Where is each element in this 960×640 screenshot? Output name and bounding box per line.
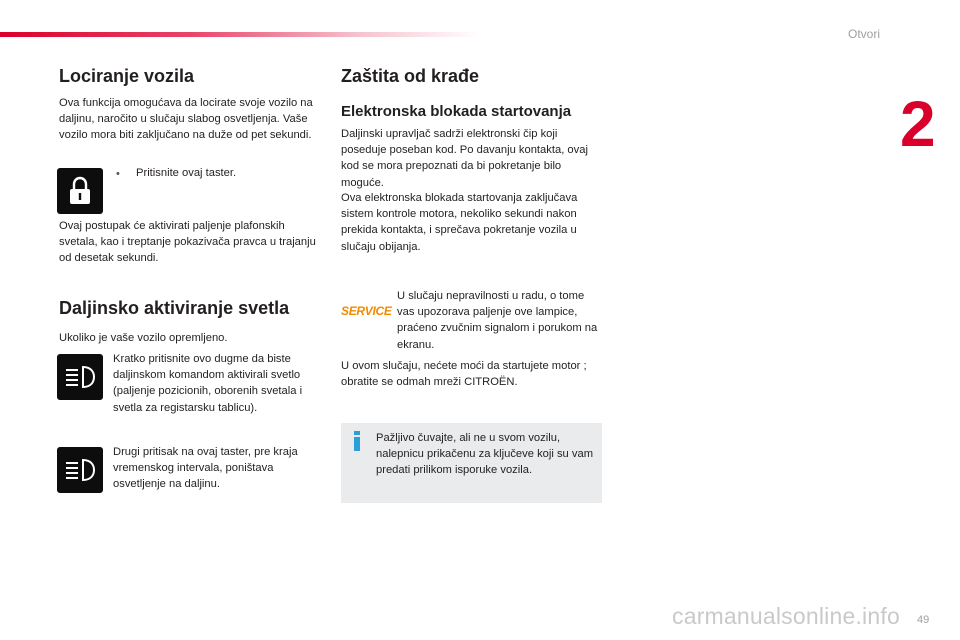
immobiliser-para-1: Daljinski upravljač sadrži elektronski čip koji poseduje poseban kod. Po davanju kontakta, ovaj kod se mora prepoznati da bi pokretanje bilo moguće.	[341, 128, 588, 189]
immobiliser-subtitle: Elektronska blokada startovanja	[341, 103, 572, 120]
locate-outro-text: Ovaj postupak će aktivirati paljenje plafonskih svetala, kao i treptanje pokazivača pravca u trajanju od desetak sekundi.	[59, 220, 316, 265]
service-warning-text: U slučaju nepravilnosti u radu, o tome vas upozorava paljenje ove lampice, praćeno zvučnim signalom i porukom na ekranu.	[397, 290, 598, 351]
press-button-text: Pritisnite ovaj taster.	[136, 167, 237, 179]
locate-intro-text: Ova funkcija omogućava da locirate svoje vozilo na daljinu, naročito u slučaju slabog osvetljenja. Vaše vozilo mora biti zaključano na duže od pet sekundi.	[59, 97, 313, 142]
remote-lighting-title: Daljinsko aktiviranje svetla	[59, 298, 290, 318]
watermark: carmanualsonline.info	[672, 603, 900, 629]
bullet-marker: •	[116, 168, 120, 180]
headlight-button-icon	[57, 354, 103, 400]
locate-vehicle-title: Lociranje vozila	[59, 66, 195, 86]
lock-button-icon	[57, 168, 103, 214]
info-icon	[350, 430, 364, 452]
info-box-text: Pažljivo čuvajte, ali ne u svom vozilu, nalepnicu prikačenu za ključeve koji su vam predati prilikom isporuke vozila.	[376, 432, 594, 477]
immobiliser-para-2: Ova elektronska blokada startovanja zaključava sistem kontrole motora, nekoliko sekundi nakon prekida kontakta, i sprečava pokretanje vozila u slučaju obijanja.	[341, 192, 578, 253]
immobiliser-para-3: U ovom slučaju, nećete moći da startujete motor ; obratite se odmah mreži CITROËN.	[341, 360, 587, 389]
header-accent-bar	[0, 32, 480, 37]
lighting-intro-text: Ukoliko je vaše vozilo opremljeno.	[59, 332, 228, 344]
service-warning-icon: SERVICE	[341, 304, 392, 318]
long-press-text: Drugi pritisak na ovaj taster, pre kraja vremenskog intervala, poništava osvetljenje na daljinu.	[113, 446, 298, 491]
section-label: Otvori	[848, 27, 881, 41]
chapter-number: 2	[900, 88, 936, 160]
short-press-text: Kratko pritisnite ovo dugme da biste daljinskom komandom aktivirali svetlo (paljenje pozicionih, oborenih svetala i svetla za registarsku tablicu).	[113, 353, 303, 414]
headlight-button-icon	[57, 447, 103, 493]
page-number: 49	[917, 614, 930, 626]
anti-theft-title: Zaštita od krađe	[341, 66, 480, 86]
